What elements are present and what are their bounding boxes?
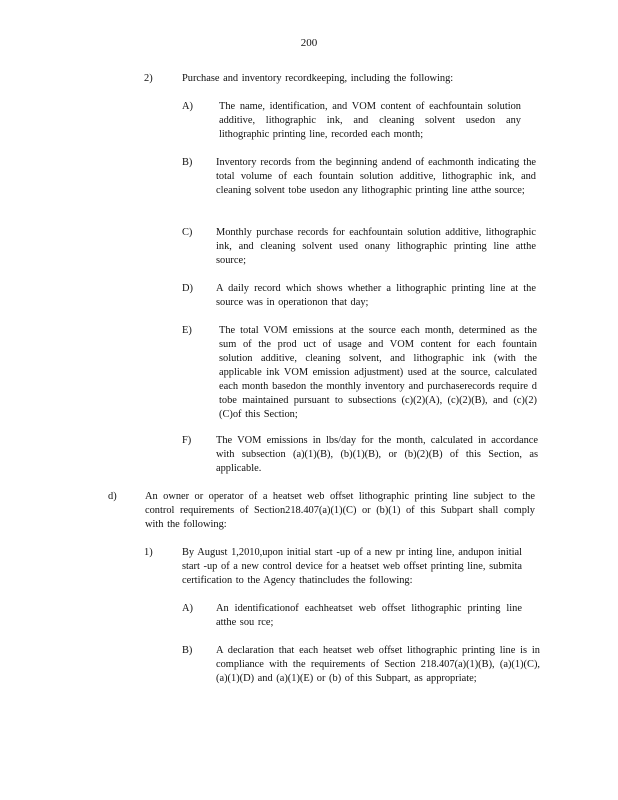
item-label: A) <box>182 603 193 614</box>
item-label: D) <box>182 283 193 294</box>
item-label: d) <box>108 491 117 502</box>
item-label: 1) <box>144 547 153 558</box>
item-text: Monthly purchase records for eachfountain solution additive, lithographic ink, and cleaning solvent used onany lithographic printing line atthe source; <box>216 227 536 266</box>
item-text: An owner or operator of a heatset web offset lithographic printing line subject to the control requirements of Section218.407(a)(1)(C) or (b)(1) of this Subpart shall comply with the following: <box>145 491 535 530</box>
item-label: A) <box>182 101 193 112</box>
item-text: By August 1,2010,upon initial start -up of a new pr inting line, andupon initial start -up of a new control device for a heatset web offset printing line, submita certification to the Agency thatincludes the following: <box>182 547 522 586</box>
item-text: A daily record which shows whether a lithographic printing line at the source was in operationon that day; <box>216 283 536 308</box>
item-text: The VOM emissions in lbs/day for the month, calculated in accordance with subsection (a)(1)(B), (b)(1)(B), or (b)(2)(B) of this Section, as applicable. <box>216 435 538 474</box>
item-text: An identificationof eachheatset web offset lithographic printing line atthe sou rce; <box>216 603 522 628</box>
item-text: The name, identification, and VOM content of eachfountain solution additive, lithographic ink, and cleaning solvent usedon any lithographic printing line, recorded each month; <box>219 101 521 140</box>
item-label: 2) <box>144 73 153 84</box>
item-text: Purchase and inventory recordkeeping, including the following: <box>182 73 454 84</box>
item-label: C) <box>182 227 193 238</box>
page-number: 200 <box>300 37 318 49</box>
item-text: Inventory records from the beginning andend of eachmonth indicating the total volume of each fountain solution additive, lithographic ink, and cleaning solvent tobe usedon any lithographic printing line atthe source; <box>216 157 536 196</box>
item-text: The total VOM emissions at the source each month, determined as the sum of the prod uct of usage and VOM content for each fountain solution additive, cleaning solvent, and lithographic ink (with the applicable ink VOM emission adjustment) used at the source, calculated each month basedon the monthly inventory and purchaserecords require d tobe maintained pursuant to subsections (c)(2)(A), (c)(2)(B), and (c)(2)(C)of this Section; <box>219 325 537 420</box>
item-text: A declaration that each heatset web offset lithographic printing line is in compliance with the requirements of Section 218.407(a)(1)(B), (a)(1)(C), (a)(1)(D) and (a)(1)(E) or (b) of this Subpart, as appropriate; <box>216 645 540 684</box>
item-label: E) <box>182 325 192 336</box>
item-label: F) <box>182 435 192 446</box>
item-label: B) <box>182 645 193 656</box>
item-label: B) <box>182 157 193 168</box>
